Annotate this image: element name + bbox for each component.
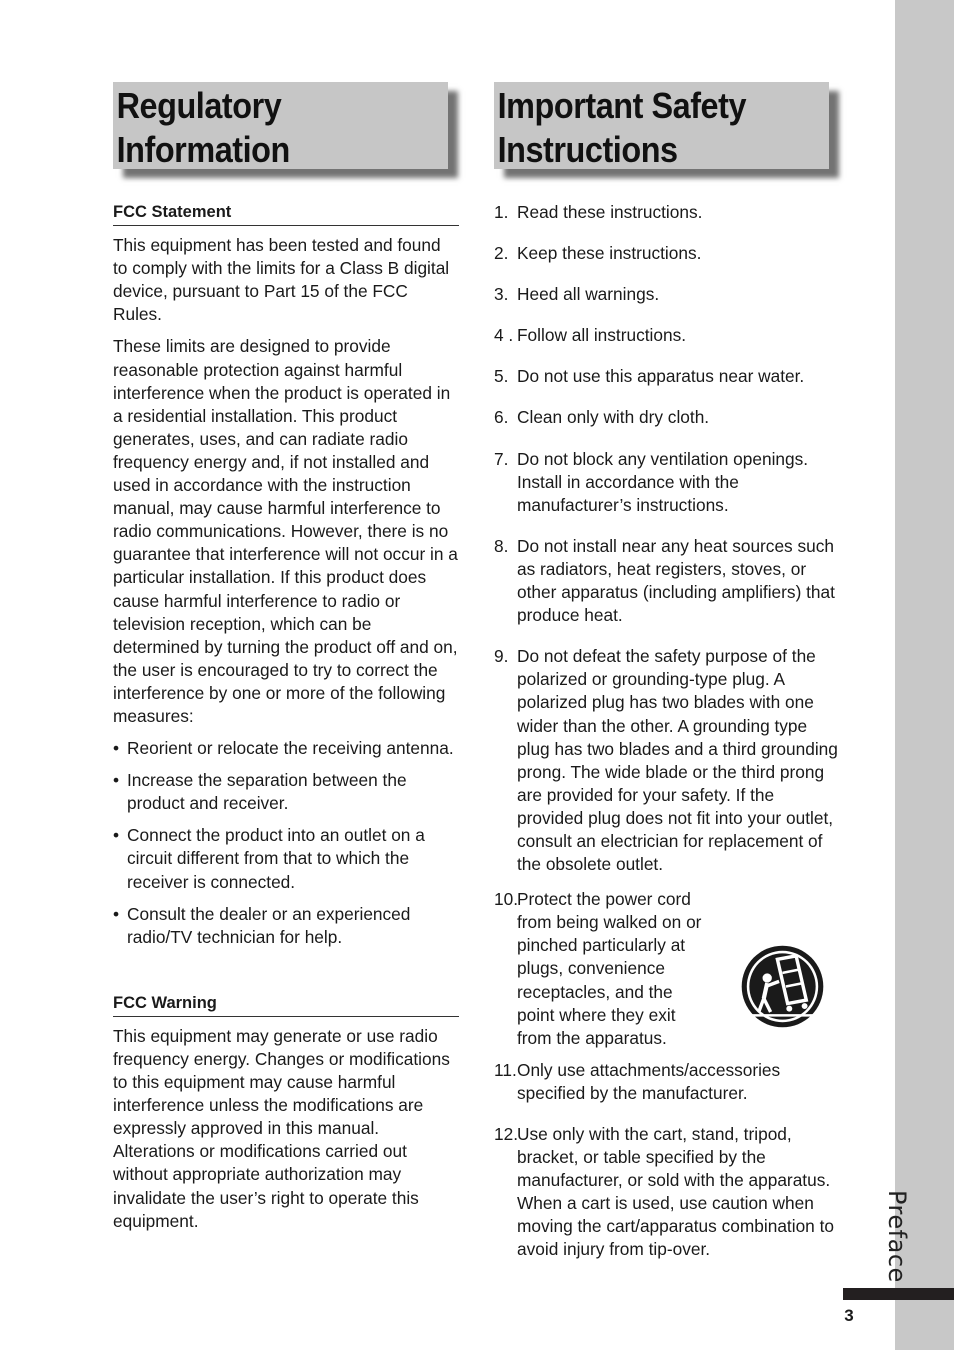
list-item	[494, 324, 844, 347]
list-item	[494, 283, 844, 306]
regulatory-column	[113, 201, 459, 1242]
item-text: Do not defeat the safety purpose of the polarized or grounding-type plug. A polarized plug has two blades with one wider than the other. A grounding type plug has two blades and a third grounding prong. The wide blade or the third prong are provided for your safety. If the provided plug does not fit into your outlet, consult an electrician for replacement of the obsolete outlet.	[517, 646, 838, 875]
list-item	[494, 535, 844, 627]
list-item	[494, 448, 844, 517]
fcc-measures-list	[113, 737, 459, 949]
section-tab-label: Preface	[883, 1190, 911, 1283]
list-item: • Consult the dealer or an experienced radio/TV technician for help.	[113, 903, 459, 949]
item-number: 2.	[494, 243, 509, 264]
page-number: 3	[844, 1306, 854, 1325]
regulatory-heading-box	[113, 82, 448, 169]
fcc-statement-paragraph-2: These limits are designed to provide reasonable protection against harmful interference when the product is operated in a residential installation. This product generates, uses, and can radiate radio frequency energy and, if not installed and used in accordance with the instruction manual, may cause harmful interference to radio communications. However, there is no guarantee that interference will not occur in a particular installation. If this product does cause harmful interference to radio or television reception, which can be determined by turning the product off and on, the user is encouraged to try to correct the interference by one or more of the following measures:	[113, 336, 458, 726]
item-number: 9.	[494, 646, 509, 667]
item-text: Clean only with dry cloth.	[517, 407, 710, 428]
item-number: 6.	[494, 407, 509, 428]
list-item: • Connect the product into an outlet on a circuit different from that to which the receiver is connected.	[113, 824, 459, 893]
item-text: Protect the power cord from being walked on or pinched particularly at plugs, convenience receptacles, and the point where they exit from the apparatus.	[517, 889, 702, 1048]
item-text: Do not block any ventilation openings. Install in accordance with the manufacturer’s instructions.	[517, 448, 809, 515]
fcc-warning-paragraph: This equipment may generate or use radio frequency energy. Changes or modifications to this equipment may cause harmful interference unless the modifications are expressly approved in this manual. Alterations or modifications carried out without appropriate authorization may invalidate the user’s right to operate this equipment.	[113, 1025, 450, 1231]
list-item	[494, 201, 844, 224]
list-item: • Increase the separation between the product and receiver.	[113, 769, 459, 815]
page-number-bar	[843, 1288, 954, 1300]
list-item: • Reorient or relocate the receiving antenna.	[113, 737, 459, 760]
list-item	[494, 242, 844, 265]
safety-heading: Important Safety Instructions	[497, 85, 747, 170]
item-number: 11.	[494, 1059, 517, 1080]
item-number: 7.	[494, 448, 509, 469]
side-tab-strip	[895, 0, 954, 1350]
item-number: 10.	[494, 889, 519, 910]
cart-tip-over-warning-icon	[740, 944, 825, 1029]
safety-instructions-list-continued	[494, 1059, 844, 1262]
item-number: 12.	[494, 1124, 519, 1144]
list-item	[494, 645, 844, 876]
list-item	[494, 365, 844, 388]
fcc-statement-paragraph-1: This equipment has been tested and found to comply with the limits for a Class B digital device, pursuant to Part 15 of the FCC Rules.	[113, 235, 450, 325]
item-text: Only use attachments/accessories specified by the manufacturer.	[517, 1059, 781, 1103]
list-item	[494, 406, 844, 429]
item-text: Do not install near any heat sources such as radiators, heat registers, stoves, or other apparatus (including amplifiers) that produce heat.	[517, 535, 835, 626]
item-number: 3.	[494, 284, 509, 305]
item-text: Read these instructions.	[517, 202, 703, 222]
item-text: Do not use this apparatus near water.	[517, 366, 805, 387]
item-text: Keep these instructions.	[517, 243, 702, 264]
list-item	[494, 1059, 844, 1105]
item-text: Follow all instructions.	[517, 325, 687, 346]
safety-column	[494, 201, 844, 1280]
item-text: Use only with the cart, stand, tripod, bracket, or table specified by the manufacturer, or sold with the apparatus. When a cart is used, use caution when moving the cart/apparatus combination to avoid injury from tip-over.	[517, 1124, 835, 1260]
list-item	[494, 888, 702, 1050]
item-number: 5.	[494, 366, 509, 387]
safety-heading-box	[494, 82, 829, 169]
item-text: Heed all warnings.	[517, 284, 660, 305]
item-number: 1.	[494, 202, 509, 222]
fcc-statement-title: FCC Statement	[113, 201, 459, 226]
item-number: 8.	[494, 535, 509, 556]
safety-instructions-list	[494, 201, 844, 876]
regulatory-heading: Regulatory Information	[116, 85, 290, 170]
fcc-warning-title: FCC Warning	[113, 992, 459, 1017]
item-number: 4 .	[494, 325, 514, 346]
list-item	[494, 1123, 844, 1262]
